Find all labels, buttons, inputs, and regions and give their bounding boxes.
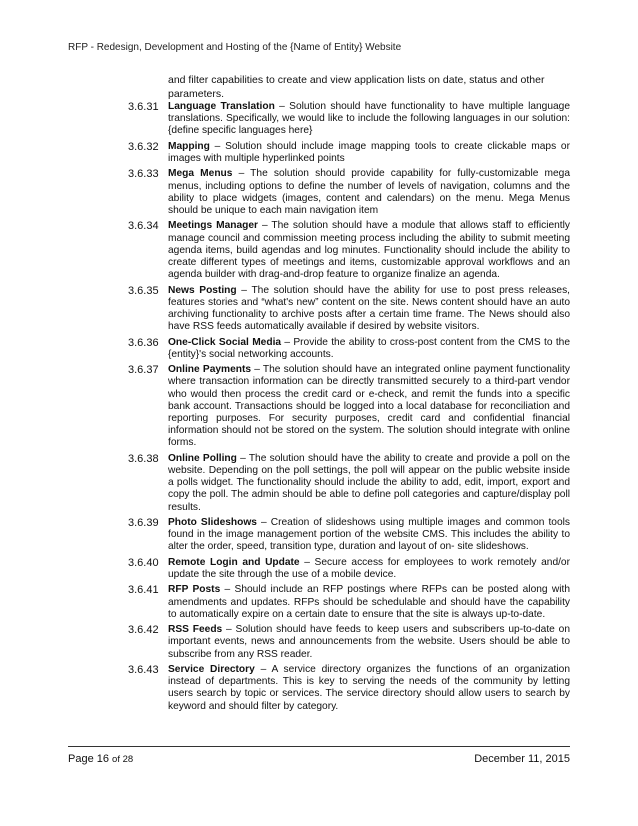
page-label: Page 16: [68, 753, 109, 765]
item-title: Service Directory: [168, 663, 255, 675]
list-item: [128, 364, 570, 449]
item-text: – The solution should have the ability for use to post press releases, features stories and “what's new” content on the site. News content should have an auto archiving functionality to archive posts after a certain time frame. The News should also have RSS feeds automatically available if desired by website visitors.: [168, 284, 571, 333]
item-title: RFP Posts: [168, 584, 221, 596]
list-item: [128, 337, 570, 361]
item-title: One-Click Social Media: [168, 336, 282, 348]
item-body: [168, 285, 570, 334]
item-number: 3.6.32: [128, 140, 159, 153]
item-title: Online Payments: [168, 364, 252, 376]
item-text: – A service directory organizes the functions of an organization instead of departments. This is key to serving the needs of the community by letting users search by topic or services. The service directory should allow users to search by keyword and should filter by category.: [168, 663, 570, 712]
item-title: RSS Feeds: [168, 624, 223, 636]
item-number: 3.6.37: [128, 364, 159, 377]
item-body: [168, 453, 570, 514]
item-text: – The solution should have an integrated online payment functionality where transaction information can be directly transmitted securely to a third-part vendor who would then process the credit card or e-check, and remit the funds into a specific bank account. Transactions should be logged into a local database for reconciliation and reporting purposes. For security purposes, credit card and confidential financial information should not be stored on the system. The solution should integrate with online forms.: [168, 364, 570, 449]
item-title: Mapping: [168, 140, 210, 152]
item-number: 3.6.35: [128, 284, 159, 297]
item-number: 3.6.41: [128, 584, 159, 597]
item-text: – The solution should have a module that allows staff to efficiently manage council and commission meeting process including the ability to submit meeting agenda items, build agendas and log minutes. Functionality should include the ability to create different types of meetings and items, customizable approval workflows and an agenda builder with drag-and-drop feature to organize finalize an agenda.: [168, 220, 570, 281]
footer-date: December 11, 2015: [474, 753, 570, 765]
item-text: – The solution should have the ability to create and provide a poll on the website. Depending on the poll settings, the poll will appear on the public website inside a polls widget. The functionality should include the ability to add, edit, import, export and copy the poll. The admin should be able to define poll categories and capture/display poll results.: [168, 452, 571, 513]
item-text: – The solution should provide capability for fully-customizable mega menus, including options to define the number of levels of navigation, columns and the ability to place widgets (images, content and calendars) on the menu. Mega Menus should be unique to each main navigation item: [168, 168, 570, 216]
item-number: 3.6.33: [128, 168, 159, 181]
list-item: [128, 517, 570, 554]
item-text: – Solution should have feeds to keep users and subscribers up-to-date on important events, news and announcements from the website. Users should be able to subscribe from any RSS reader.: [168, 624, 570, 660]
list-item: [128, 624, 570, 661]
item-body: [168, 220, 570, 281]
item-body: [168, 141, 570, 165]
item-number: 3.6.40: [128, 556, 159, 569]
item-text: – Creation of slideshows using multiple images and common tools found in the image management portion of the website CMS. This includes the ability to alter the order, speed, transition type, duration and layout of on- site slideshows.: [168, 517, 570, 553]
item-body: [168, 364, 570, 449]
list-item: [128, 285, 570, 334]
item-number: 3.6.42: [128, 624, 159, 637]
item-text: – Should include an RFP postings where RFPs can be posted along with amendments and updates. RFPs should be schedulable and should have the capability to automatically expire on a certain date to ensure that the site is always up-to-date.: [168, 584, 570, 620]
item-body: [168, 557, 570, 581]
item-number: 3.6.36: [128, 336, 159, 349]
page-header: RFP - Redesign, Development and Hosting of the {Name of Entity} Website: [68, 42, 402, 53]
item-body: [168, 624, 570, 661]
intro-paragraph: and filter capabilities to create and view application lists on date, status and other parameters.: [168, 74, 545, 100]
item-number: 3.6.39: [128, 517, 159, 529]
list-item: [128, 557, 570, 581]
item-title: Mega Menus: [168, 168, 233, 180]
item-text: – Provide the ability to cross-post content from the CMS to the {entity}'s social networking accounts.: [168, 336, 570, 360]
page-total: of 28: [112, 754, 134, 765]
requirements-list: [128, 101, 570, 716]
item-number: 3.6.43: [128, 663, 159, 676]
item-text: – Secure access for employees to work remotely and/or update the site through the use of a mobile device.: [168, 556, 570, 580]
item-body: [168, 517, 570, 554]
item-title: Online Polling: [168, 452, 237, 464]
list-item: [128, 453, 570, 514]
item-body: [168, 664, 570, 713]
page-number: [68, 753, 133, 765]
footer-divider: [68, 746, 570, 747]
list-item: [128, 220, 570, 281]
item-body: [168, 168, 570, 217]
item-title: Meetings Manager: [168, 220, 259, 232]
item-number: 3.6.31: [128, 101, 159, 113]
item-text: – Solution should have functionality to have multiple language translations. Specifically, we would like to include the following languages in our solution: {define specific languages here}: [168, 101, 570, 137]
item-title: Photo Slideshows: [168, 517, 257, 528]
item-title: News Posting: [168, 284, 237, 296]
list-item: [128, 141, 570, 165]
item-body: [168, 101, 570, 138]
item-title: Remote Login and Update: [168, 556, 300, 568]
list-item: [128, 664, 570, 713]
item-body: [168, 337, 570, 361]
item-number: 3.6.38: [128, 452, 159, 465]
item-title: Language Translation: [168, 101, 275, 112]
list-item: [128, 168, 570, 217]
item-text: – Solution should include image mapping tools to create clickable maps or images with multiple hyperlinked points: [168, 140, 570, 164]
list-item: [128, 101, 570, 138]
item-body: [168, 584, 570, 621]
list-item: [128, 584, 570, 621]
item-number: 3.6.34: [128, 220, 159, 233]
